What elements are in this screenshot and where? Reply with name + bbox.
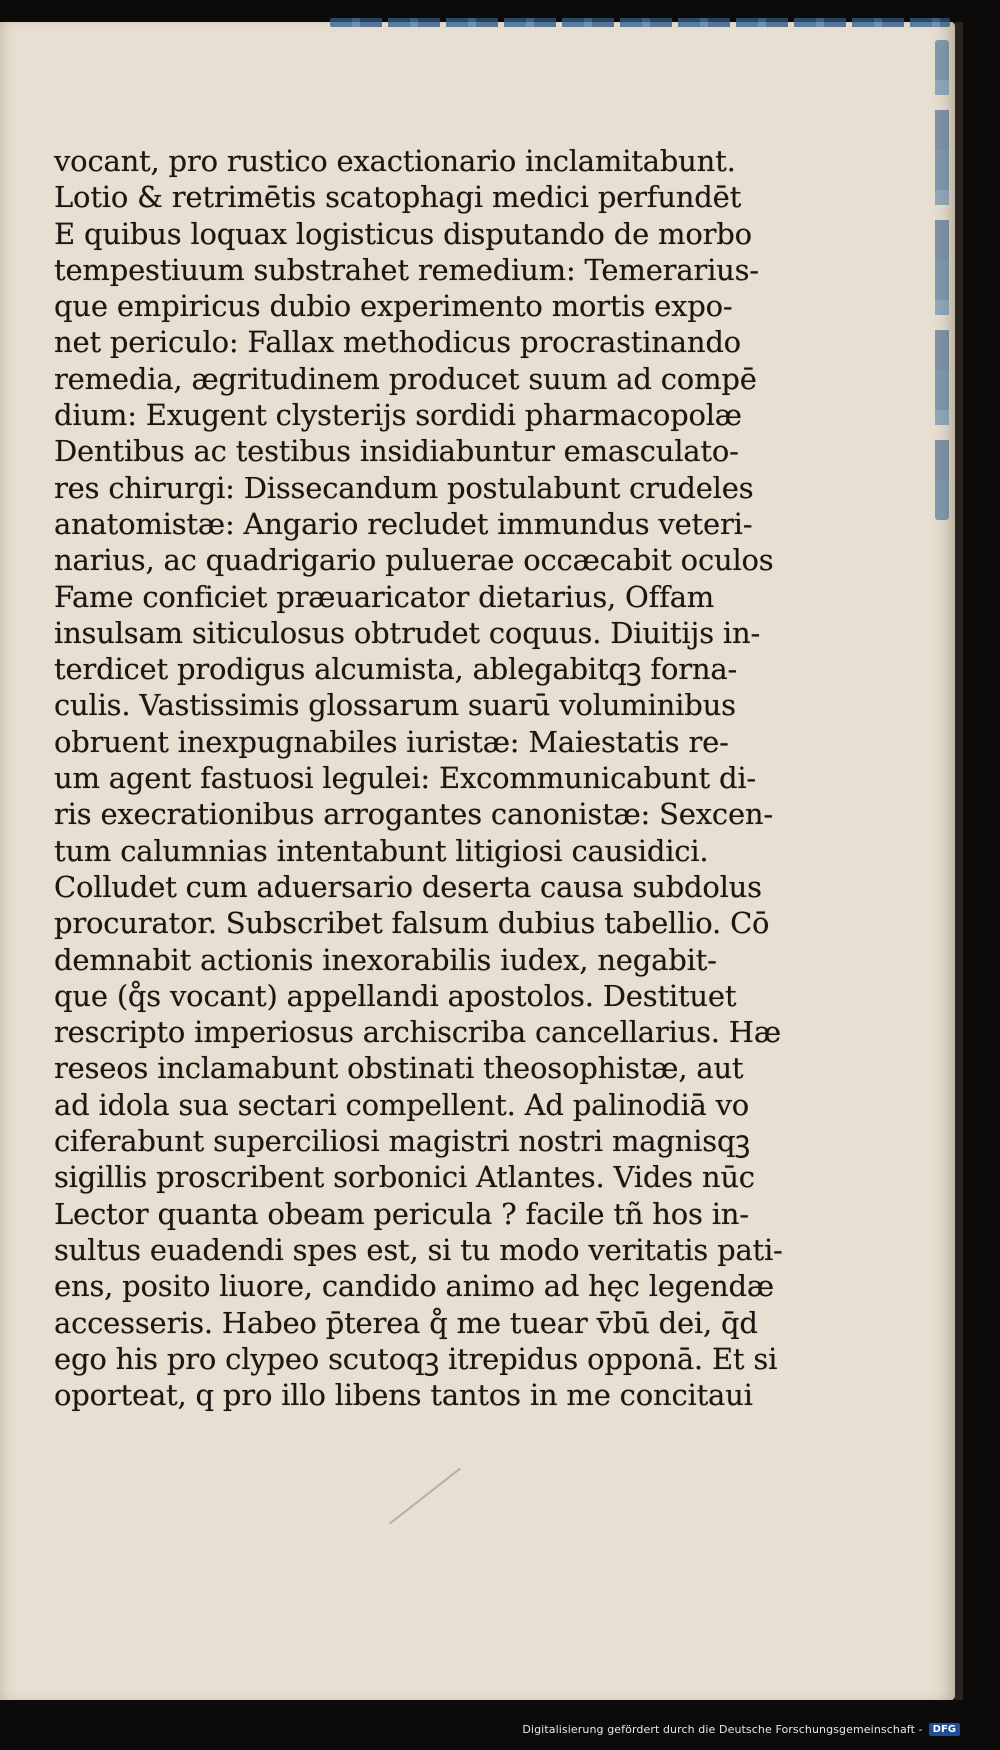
text-line: narius, ac quadrigario puluerae occæcabit oculos — [54, 543, 774, 578]
funding-credit: Digitalisierung gefördert durch die Deutsche Forschungsgemeinschaft - — [522, 1723, 923, 1736]
text-line: procurator. Subscribet falsum dubius tabellio. Cō — [54, 906, 770, 941]
text-line: dium: Exugent clysterijs sordidi pharmacopolæ — [54, 398, 742, 433]
text-line: net periculo: Fallax methodicus procrastinando — [54, 325, 741, 360]
text-line: sigillis proscribent sorbonici Atlantes. Vides nūc — [54, 1160, 755, 1195]
text-line: terdicet prodigus alcumista, ablegabitqꝫ forna- — [54, 652, 738, 687]
text-line: res chirurgi: Dissecandum postulabunt crudeles — [54, 470, 754, 505]
text-line: vocant, pro rustico exactionario inclamitabunt. — [54, 144, 736, 178]
text-line: Lector quanta obeam pericula ? facile tñ hos in- — [54, 1196, 749, 1231]
text-line: tempestiuum substrahet remedium: Temerarius- — [54, 252, 759, 287]
text-line: ens, posito liuore, candido animo ad hęc legendæ — [54, 1269, 774, 1304]
text-line: insulsam siticulosus obtrudet coquus. Diuitijs in- — [54, 615, 761, 650]
text-line: ego his pro clypeo scutoqꝫ itrepidus opponā. Et si — [54, 1341, 778, 1376]
text-line: E quibus loquax logisticus disputando de morbo — [54, 216, 752, 251]
text-line: remedia, ægritudinem producet suum ad compē — [54, 361, 757, 396]
text-line: que (q̊s vocant) appellandi apostolos. Destituet — [54, 978, 737, 1013]
page-text-block — [54, 143, 824, 1413]
digitization-footer — [522, 1723, 960, 1736]
text-line: Colludet cum aduersario deserta causa subdolus — [54, 869, 762, 904]
text-line: tum calumnias intentabunt litigiosi causidici. — [54, 833, 709, 868]
dfg-logo: DFG — [929, 1723, 960, 1736]
text-line: que empiricus dubio experimento mortis expo- — [54, 289, 733, 324]
text-line: demnabit actionis inexorabilis iudex, negabit- — [54, 942, 717, 977]
text-line: sultus euadendi spes est, si tu modo veritatis pati- — [54, 1232, 783, 1267]
text-line: Fame conficiet præuaricator dietarius, Offam — [54, 579, 715, 614]
text-line: reseos inclamabunt obstinati theosophistæ, aut — [54, 1051, 744, 1086]
text-line: obruent inexpugnabiles iuristæ: Maiestatis re- — [54, 724, 729, 759]
text-line: Lotio & retrimētis scatophagi medici perfundēt — [54, 180, 742, 215]
text-line: anatomistæ: Angario recludet immundus veteri- — [54, 506, 753, 541]
text-line: accesseris. Habeo p̄terea q̊ me tuear v̄bū dei, q̄d — [54, 1305, 758, 1340]
text-line: culis. Vastissimis glossarum suarū voluminibus — [54, 688, 736, 723]
text-line: ris execrationibus arrogantes canonistæ: Sexcen- — [54, 797, 773, 832]
text-line: rescripto imperiosus archiscriba cancellarius. Hæ — [54, 1015, 781, 1050]
text-line: ad idola sua sectari compellent. Ad palinodiā vo — [54, 1087, 750, 1122]
text-line: um agent fastuosi legulei: Excommunicabunt di- — [54, 761, 757, 796]
page-edge-shadow — [955, 22, 963, 1700]
text-line: oporteat, q pro illo libens tantos in me concitaui — [54, 1378, 753, 1413]
text-line: ciferabunt superciliosi magistri nostri magnisqꝫ — [54, 1124, 750, 1159]
text-line: Dentibus ac testibus insidiabuntur emasculato- — [54, 434, 739, 469]
blue-edge-stain-right — [935, 40, 949, 520]
blue-edge-stain-top — [330, 18, 950, 27]
